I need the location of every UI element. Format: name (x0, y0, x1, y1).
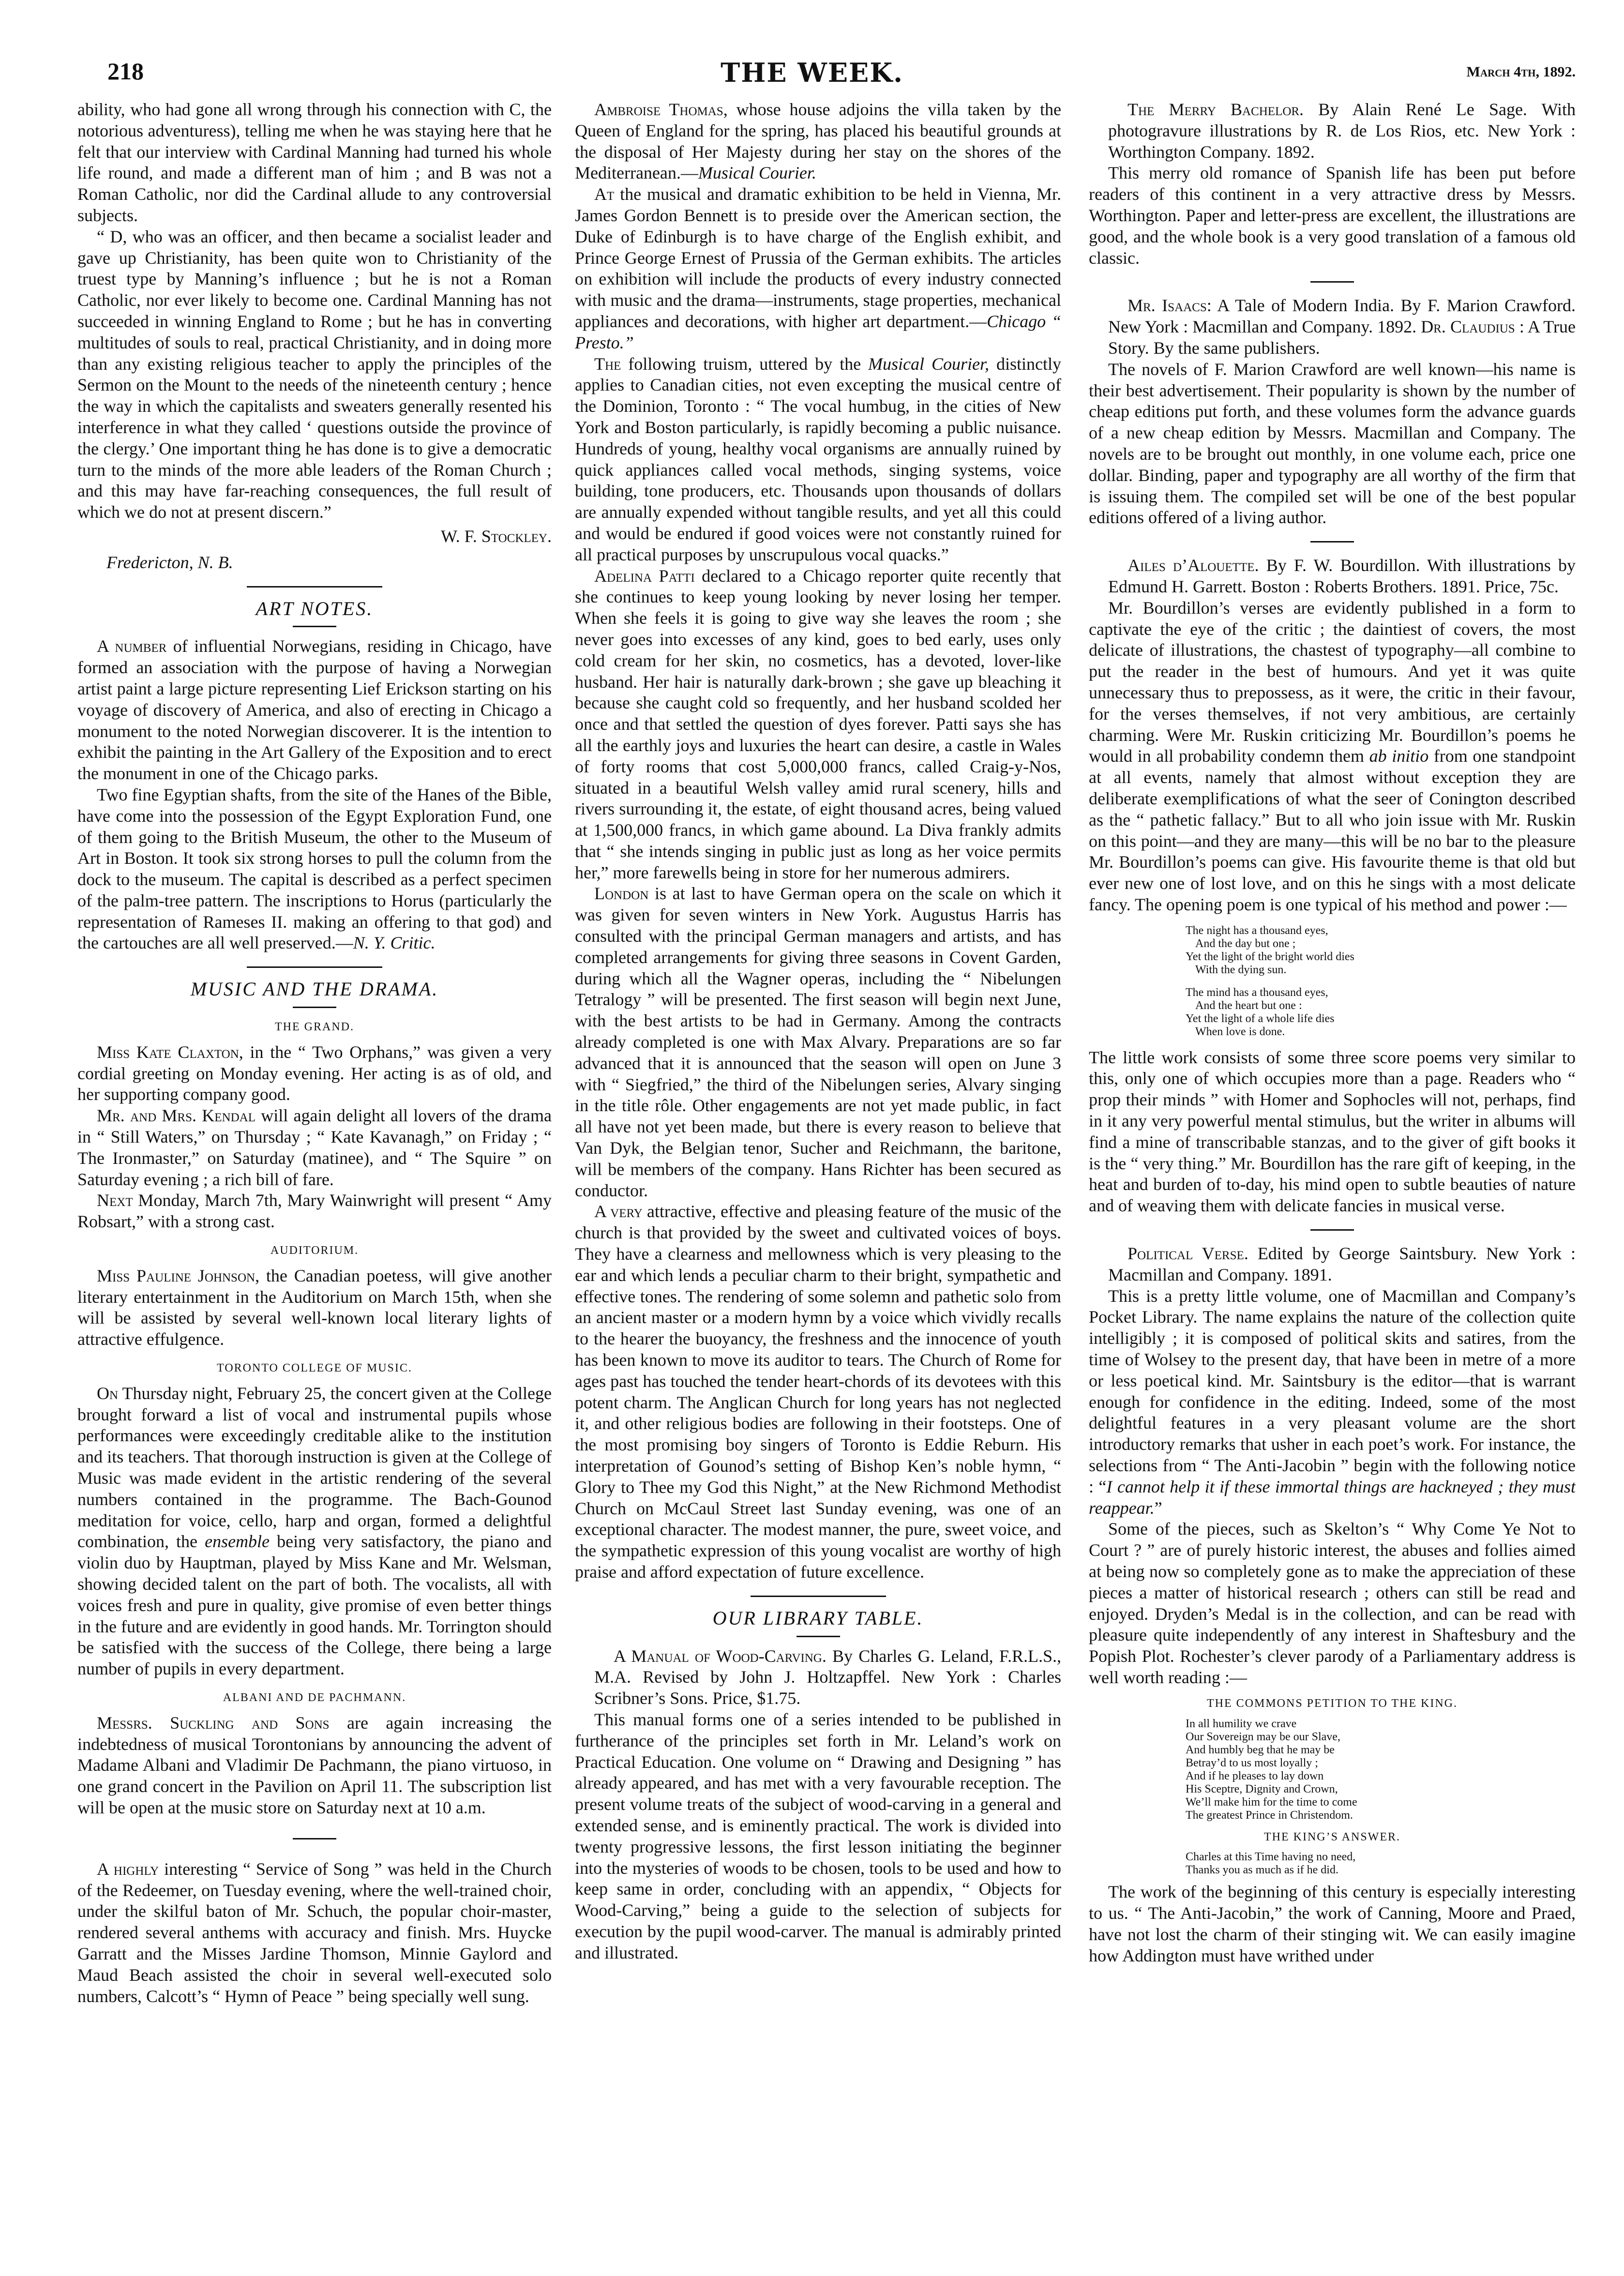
paragraph: Mr. and Mrs. Kendal will again delight all lovers of the drama in “ Still Waters,” on Thursday ; “ Kate Kavanagh,” on Friday ; “ The Ironmaster,” on Saturday (matinee), and “ The Squire ” on Saturday evening ; a rich bill of fare. (77, 1106, 552, 1189)
paragraph: Some of the pieces, such as Skelton’s “ Why Come Ye Not to Court ? ” are of purely historic interest, the abuses and follies aimed at being now so completely gone as to make the appreciation of these pieces a matter of historical research ; others can still be read and enjoyed. Dryden’s Medal is in the collection, and can be read with pleasure quite independently of any interest in Shaftesbury and the Popish Plot. Rochester’s clever parody of a Parliamentary address is well worth reading :— (1089, 1519, 1576, 1687)
poem-line: The night has a thousand eyes, (1186, 924, 1328, 937)
paragraph: Two fine Egyptian shafts, from the site of the Hanes of the Bible, have come into the possession of the Egypt Exploration Fund, one of them going to the British Museum, the other to the Museum of Art in Boston. It took six strong horses to pull the column from the dock to the museum. The capital is described as a perfect specimen of the palm-tree pattern. The inscriptions to Horus (particularly the representation of Rameses II. making an offering to that god) and the cartouches are all well preserved.—N. Y. Critic. (77, 784, 552, 953)
paragraph: The work of the beginning of this century is especially interesting to us. “ The Anti-Jacobin,” the work of Canning, Moore and Praed, have not lost the charm of their stinging wit. We can easily imagine how Addington must have writhed under (1089, 1882, 1576, 1965)
poem-line: Betray’d to us most loyally ; (1186, 1756, 1318, 1769)
divider (247, 586, 382, 588)
poem-excerpt (1186, 1718, 1576, 1822)
masthead-title: THE WEEK. (721, 57, 903, 88)
poem-line: Charles at this Time having no need, (1186, 1851, 1356, 1864)
poem-line: And the day but one ; (1195, 937, 1296, 950)
paragraph: London is at last to have German opera on the scale on which it was given for seven winters in New York. Augustus Harris has consulted with the principal German managers and artists, and has completed arrangements for giving three seasons in Covent Garden, during which all the Wagner operas, including the “ Nibelungen Tetralogy ” will be presented. The first season will begin next June, with the best artists to be had in Germany. Among the contracts already completed is one with Max Alvary. Preparations are so far advanced that it is announced that the season will open on June 3 with “ Siegfried,” the third of the Nibelungen series, Alvary singing in the title rôle. Other engagements are not yet made public, in fact all have not yet been made, but there is every reason to believe that Van Dyk, the Belgian tenor, Sucher and Reichmann, the baritone, will be members of the company. Hans Richter has been secured as conductor. (575, 884, 1061, 1200)
book-entry: Political Verse. Edited by George Saintsbury. New York : Macmillan and Company. 1891. (1108, 1244, 1576, 1284)
paragraph: Ambroise Thomas, whose house adjoins the villa taken by the Queen of England for the spring, has placed his beautiful grounds at the disposal of Her Majesty during her stay on the shores of the Mediterranean.—Musical Courier. (575, 100, 1061, 183)
source-credit: N. Y. Critic. (353, 933, 436, 953)
poem-line: And if he pleases to lay down (1186, 1769, 1324, 1782)
lead-in: A number (97, 636, 167, 656)
poem-title: THE KING’S ANSWER. (1264, 1830, 1400, 1843)
divider (1310, 281, 1354, 283)
page-number: 218 (107, 58, 144, 85)
column-middle (575, 99, 1061, 2267)
paragraph: Adelina Patti declared to a Chicago reporter quite recently that she continues to keep young looking by never losing her temper. When she feels it is going to give way she leaves the room ; she never goes into excesses of any kind, goes to bed early, uses only cold cream for her skin, no cosmetics, has a devoted, lover-like husband. Her hair is naturally dark-brown ; she gave up bleaching it because she caught cold so frequently, and her husband scolded her once and that settled the question of dyes forever. Patti says she has all the earthly joys and luxuries the heart can desire, a castle in Wales of forty rooms that cost 5,000,000 francs, called Craig-y-Nos, situated in a beautiful Welsh valley amid rural scenery, hills and rivers surrounding it, the estate, of eight thousand acres, being valued at 1,500,000 francs, in which game abound. La Diva frankly admits that “ she intends singing in public just as long as her voice permits her,” more farewells being in store for her numerous admirers. (575, 566, 1061, 882)
poem-line: With the dying sun. (1195, 963, 1287, 976)
poem-line: Thanks you as much as if he did. (1186, 1864, 1338, 1877)
paragraph: This is a pretty little volume, one of Macmillan and Company’s Pocket Library. The name explains the nature of the collection quite intelligibly ; it is composed of political skits and satires, from the time of Wolsey to the present day, that have been in metre of a more or less poetical kind. Mr. Saintsbury is the editor—that is warrant enough for confidence in the editing. Indeed, some of the most delightful features in a very pleasant volume are the short introductory remarks that usher in each poet’s work. For instance, the selections from “ The Anti-Jacobin ” begin with the following notice : “I cannot help it if these immortal things are hackneyed ; they must reappear.” (1089, 1286, 1576, 1518)
paragraph: This manual forms one of a series intended to be published in furtherance of the principles set forth in Mr. Leland’s work on Practical Education. One volume on “ Drawing and Designing ” has already appeared, and has met with a very favourable reception. The present volume treats of the subject of wood-carving in a general and extended sense, and is eminently practical. The work is divided into twenty progressive lessons, the first lesson initiating the beginner into the mysteries of woods to be chosen, tools to be used and how to keep same in order, concluding with an appendix, “ Objects for Wood-Carving,” being a guide to the selection of subjects for execution by the pupil wood-carver. The manual is admirably printed and illustrated. (575, 1709, 1061, 1962)
paragraph: The novels of F. Marion Crawford are well known—his name is their best advertisement. Their popularity is shown by the number of cheap editions put forth, and these volumes form the advance guards of a new cheap edition by Messrs. Macmillan and Company. The novels are to be brought out monthly, in one volume each, price one dollar. Binding, paper and typography are all worthy of the firm that is issuing them. The compiled set will be one of the best popular editions offered of a living author. (1089, 359, 1576, 528)
column-left (77, 99, 552, 2267)
paragraph: Messrs. Suckling and Sons are again increasing the indebtedness of musical Torontonians by announcing the advent of Madame Albani and Vladimir De Pachmann, the piano virtuoso, in one grand concert in the Pavilion on April 11. The subscription list will be open at the music store on Saturday next at 10 a.m. (77, 1713, 552, 1817)
section-heading-library-table: OUR LIBRARY TABLE. (712, 1607, 924, 1629)
issue-date: March 4th, 1892. (1466, 64, 1576, 80)
paragraph: A very attractive, effective and pleasing feature of the music of the church is that provided by the sweet and cultivated voices of boys. They have a clearness and mellowness which is very pleasing to the ear and which lends a peculiar charm to their bright, sympathetic and effective tones. The rendering of some solemn and pathetic solo from an ancient master or a modern hymn by a voice which vividly recalls to the hearer the buoyancy, the freshness and the innocence of youth has been known to move its auditor to tears. The Church of Rome for ages past has touched the tender heart-chords of its devotees with this potent charm. The Anglican Church for long years has not neglected it, and other religious bodies are following in their footsteps. One of the most promising boy singers of Toronto is Eddie Reburn. His interpretation of Gounod’s setting of Bishop Ken’s noble hymn, “ Glory to Thee my God this Night,” at the New Richmond Methodist Church on McCaul Street last Sunday evening, was one of an exceptional character. The modest manner, the pure, sweet voice, and the sympathetic expression of this young vocalist are worthy of high praise and afford expectation of future excellence. (575, 1202, 1061, 1582)
poem-line: We’ll make him for the time to come (1186, 1795, 1357, 1809)
book-entry: A Manual of Wood-Carving. By Charles G. Leland, F.R.L.S., M.A. Revised by John J. Holtzapffel. New York : Charles Scribner’s Sons. Price, $1.75. (594, 1646, 1061, 1708)
divider (1310, 1229, 1354, 1231)
poem-excerpt (1186, 924, 1576, 1039)
poem-line: Yet the light of the bright world dies (1186, 950, 1354, 963)
book-entry: Mr. Isaacs: A Tale of Modern India. By F. Marion Crawford. New York : Macmillan and Company. 1892. Dr. Claudius : A True Story. By the same publishers. (1108, 296, 1576, 358)
divider (797, 1636, 840, 1637)
paragraph: This merry old romance of Spanish life has been put before readers of this continent in a very attractive dress by Messrs. Worthington. Paper and letter-press are excellent, the illustrations are good, and the whole book is a very good translation of a famous old classic. (1089, 163, 1576, 268)
divider (293, 1838, 336, 1839)
divider (293, 1007, 336, 1008)
subheading: TORONTO COLLEGE OF MUSIC. (217, 1362, 412, 1375)
paragraph: Next Monday, March 7th, Mary Wainwright will present “ Amy Robsart,” with a strong cast. (77, 1191, 552, 1232)
divider (293, 626, 336, 627)
paragraph: The little work consists of some three score poems very similar to this, only one of which occupies more than a page. Readers who “ prop their minds ” with Homer and Sophocles will not, perhaps, find in it any very powerful mental stimulus, but the writer in albums will find a mine of transcribable stanzas, and to the giver of gift books it is the “ very thing.” Mr. Bourdillon has the rare gift of keeping, in the heat and burden of to-day, his mind open to subtle beauties of nature and of weaving them with delicate fancies in musical verse. (1089, 1047, 1576, 1216)
paragraph: “ D, who was an officer, and then became a socialist leader and gave up Christianity, has been quite won to Christianity of the truest type by Manning’s influence ; but he is not a Roman Catholic, nor ever likely to become one. Cardinal Manning has not succeeded in winning England to Rome ; but he has in converting multitudes of souls to real, practical Christianity, and in doing more than any existing religious teacher to apply the principles of the Sermon on the Mount to the needs of the nineteenth century ; hence the way in which the capitalists and sweaters generally resented his interference in what they called ‘ questions outside the province of the clergy.’ One important thing he has done is to give a democratic turn to the minds of the more able leaders of the Roman Church ; and this may have far-reaching consequences, the full result of which we do not at present discern.” (77, 226, 552, 522)
book-entry: Ailes d’Alouette. By F. W. Bourdillon. With illustrations by Edmund H. Garrett. Boston : Roberts Brothers. 1891. Price, 75c. (1108, 556, 1576, 596)
divider (751, 1596, 886, 1597)
poem-line: Our Sovereign may be our Slave, (1186, 1730, 1340, 1743)
poem-excerpt (1186, 1851, 1576, 1877)
paragraph: A highly interesting “ Service of Song ” was held in the Church of the Redeemer, on Tuesday evening, where the well-trained choir, under the skilful baton of Mr. Schuch, the popular choir-master, rendered several anthems with accuracy and finish. Mrs. Huycke Garratt and the Misses Jardine Thomson, Minnie Gaylord and Maud Beach assisted the choir in several well-executed solo numbers, Calcott’s “ Hymn of Peace ” being specially well sung. (77, 1859, 552, 2006)
subheading: AUDITORIUM. (270, 1244, 359, 1257)
column-right (1089, 99, 1576, 2267)
paragraph: A number of influential Norwegians, residing in Chicago, have formed an association with the purpose of having a Norwegian artist paint a large picture representing Lief Erickson starting on his voyage of discovery of America, and also of erecting in Chicago a monument to the noted Norwegian discoverer. It is the intention to exhibit the painting in the Art Gallery of the Exposition and to erect the monument in one of the Chicago parks. (77, 636, 552, 784)
divider (247, 966, 382, 968)
poem-line: Yet the light of a whole life dies (1186, 1012, 1335, 1025)
poem-line: In all humility we crave (1186, 1717, 1297, 1730)
divider (1310, 541, 1354, 543)
paragraph: At the musical and dramatic exhibition to be held in Vienna, Mr. James Gordon Bennett is to preside over the American section, the Duke of Edinburgh is to have charge of the English exhibit, and Prince George Ernest of Prussia of the German exhibits. The articles on exhibition will include the products of every industry connected with music and the drama—instruments, stage properties, mechanical appliances and decorations, with higher art department.—Chicago “ Presto.” (575, 184, 1061, 352)
paragraph: Miss Pauline Johnson, the Canadian poetess, will give another literary entertainment in the Auditorium on March 15th, when she will be assisted by several well-known local literary lights of attractive effulgence. (77, 1266, 552, 1349)
book-entry: The Merry Bachelor. By Alain René Le Sage. With photogravure illustrations by R. de Los Rios, etc. New York : Worthington Company. 1892. (1108, 100, 1576, 162)
poem-title: THE COMMONS PETITION TO THE KING. (1207, 1697, 1458, 1710)
paragraph: On Thursday night, February 25, the concert given at the College brought forward a list of vocal and instrumental pupils whose performances were exceedingly creditable alike to the institution and its teachers. That thorough instruction is given at the College of Music was made evident in the artistic rendering of the several numbers contained in the programme. The Bach-Gounod meditation for voice, cello, harp and organ, formed a delightful combination, the ensemble being very satisfactory, the piano and violin duo by Hauptman, played by Miss Kane and Mr. Welsman, showing decided talent on the part of both. The vocalists, all with voices fresh and pure in quality, give promise of even better things in the future and are evidently in good hands. Mr. Torrington should be satisfied with the success of the College, there being a large number of pupils in every department. (77, 1383, 552, 1679)
subheading: THE GRAND. (275, 1021, 354, 1034)
place-line: Fredericton, N. B. (106, 552, 233, 572)
subheading: ALBANI AND DE PACHMANN. (223, 1691, 406, 1704)
paragraph: Miss Kate Claxton, in the “ Two Orphans,” was given a very cordial greeting on Monday evening. Her acting is as of old, and her supporting company good. (77, 1042, 552, 1104)
paragraph: The following truism, uttered by the Musical Courier, distinctly applies to Canadian cities, not even excepting the musical centre of the Dominion, Toronto : “ The vocal humbug, in the cities of New York and Boston particularly, is rapidly becoming a public nuisance. Hundreds of young, healthy vocal organisms are annually ruined by quick appliances called vocal methods, singing systems, voice building, tone producers, etc. Thousands upon thousands of dollars are annually expended without tangible results, and yet all this could and would be endured if good voices were not constantly ruined for all practical purposes by unscrupulous vocal quacks.” (575, 354, 1061, 564)
paragraph: ability, who had gone all wrong through his connection with C, the notorious adventuress), telling me when he was staying here that he felt that our interview with Cardinal Manning had turned his whole life round, and made a different man of him ; and B was not a Roman Catholic, nor did the Cardinal allude to any controversial subjects. (77, 100, 552, 225)
poem-line: The greatest Prince in Christendom. (1186, 1809, 1353, 1822)
author-signature: W. F. Stockley. (440, 526, 552, 546)
source-credit: Chicago “ Presto.” (575, 311, 1061, 352)
poem-line: When love is done. (1195, 1025, 1285, 1038)
paragraph: Mr. Bourdillon’s verses are evidently published in a form to captivate the eye of the critic ; the daintiest of covers, the most delicate of illustrations, the chastest of typography—all combine to put the reader in the best of humours. And yet it was quite unnecessary thus to prepossess, as it were, the critic in their favour, for the verses themselves, if not very ambitious, are certainly charming. Were Mr. Ruskin criticizing Mr. Bourdillon’s poems he would in all probability condemn them ab initio from one standpoint at all events, namely that almost without exception they are deliberate exemplifications of what the seer of Conington described as the “ pathetic fallacy.” But to all who join issue with Mr. Ruskin on this point—and they are many—this will be no bar to the pleasure Mr. Bourdillon’s poems can give. His favourite theme is that old but ever new one of lost love, and on this he sings with a most delicate fancy. The opening poem is one typical of his method and power :— (1089, 598, 1576, 914)
section-heading-art-notes: ART NOTES. (256, 597, 374, 619)
poem-line: And the heart but one : (1195, 999, 1302, 1012)
section-heading-music-drama: MUSIC AND THE DRAMA. (190, 978, 439, 1000)
poem-line: His Sceptre, Dignity and Crown, (1186, 1782, 1338, 1795)
poem-line: The mind has a thousand eyes, (1186, 986, 1328, 999)
poem-line: And humbly beg that he may be (1186, 1743, 1335, 1756)
source-credit: Musical Courier. (698, 163, 816, 183)
